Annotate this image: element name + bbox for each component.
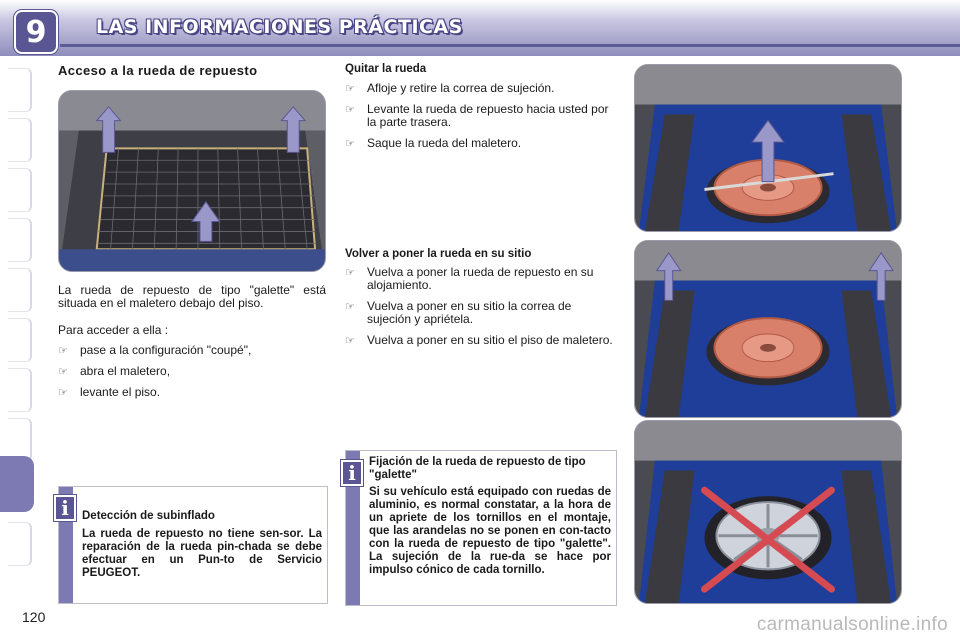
list-item: ☞ Afloje y retire la correa de sujeción. [345, 81, 555, 95]
refit-title: Volver a poner la rueda en su sitio [345, 248, 532, 260]
access-paragraph: La rueda de repuesto de tipo "galette" está situada en el maletero debajo del piso. [58, 283, 326, 310]
list-item: ☞ pase a la configuración "coupé", [58, 343, 252, 357]
list-item: ☞ Saque la rueda del maletero. [345, 136, 522, 150]
access-intro: Para acceder a ella : [58, 323, 169, 337]
page-title: LAS INFORMACIONES PRÁCTICAS [96, 16, 463, 38]
info-icon: i [54, 495, 76, 521]
hand-pointer-icon: ☞ [345, 137, 355, 150]
chapter-badge: 9 [14, 10, 58, 54]
hand-pointer-icon: ☞ [345, 82, 355, 95]
hand-pointer-icon: ☞ [58, 365, 68, 378]
chapter-tab[interactable] [8, 368, 32, 412]
list-item: ☞ Vuelva a poner la rueda de repuesto en su alojamiento. [345, 265, 594, 292]
hand-pointer-icon: ☞ [58, 386, 68, 399]
alloy-wheel-not-allowed-photo [634, 420, 902, 604]
access-steps [58, 344, 326, 407]
watermark: carmanualsonline.info [756, 614, 948, 635]
chapter-tab[interactable] [8, 118, 32, 162]
list-item: ☞ Vuelva a poner en su sitio la correa de sujeción y apriétela. [345, 299, 572, 326]
list-item: ☞ Levante la rueda de repuesto hacia usted por la parte trasera. [345, 102, 609, 129]
spare-wheel-lift-photo [634, 64, 902, 232]
chapter-tab[interactable] [8, 522, 32, 566]
remove-steps [345, 82, 617, 158]
refit-steps [345, 266, 617, 355]
info-fixing-text: Si su vehículo está equipado con ruedas de aluminio, es normal constatar, a la hora de un apriete de los tornillos en el montaje, que las arandelas no se ponen en con-tacto con la rueda de repuesto de tipo "galette". La sujeción de la rue-da se hace por impulso cónico de cada tornillo. [369, 486, 611, 576]
list-item: ☞ Vuelva a poner en su sitio el piso de maletero. [345, 333, 613, 347]
list-item: ☞ abra el maletero, [58, 364, 171, 378]
info-fixing-title: Fijación de la rueda de repuesto de tipo "galette" [369, 456, 586, 481]
info-deflation-title: Detección de subinflado [82, 510, 215, 522]
chapter-tab[interactable] [8, 268, 32, 312]
trunk-net-photo [58, 90, 326, 272]
chapter-tab-active[interactable] [0, 456, 34, 512]
chapter-tab[interactable] [8, 168, 32, 212]
info-deflation-text: La rueda de repuesto no tiene sen-sor. La reparación de la rueda pin-chada se debe efectuar en un Pun-to de Servicio PEUGEOT. [82, 528, 322, 579]
hand-pointer-icon: ☞ [58, 344, 68, 357]
hand-pointer-icon: ☞ [345, 103, 355, 116]
hand-pointer-icon: ☞ [345, 266, 355, 279]
header-rule [60, 44, 960, 47]
info-icon: i [341, 460, 363, 486]
hand-pointer-icon: ☞ [345, 300, 355, 313]
page-header [0, 0, 960, 56]
remove-title: Quitar la rueda [345, 63, 427, 75]
access-title: Acceso a la rueda de repuesto [58, 63, 258, 78]
spare-wheel-refit-photo [634, 240, 902, 418]
chapter-tab[interactable] [8, 218, 32, 262]
chapter-tabs [0, 62, 34, 582]
list-item: ☞ levante el piso. [58, 385, 161, 399]
chapter-tab[interactable] [8, 68, 32, 112]
chapter-tab[interactable] [8, 318, 32, 362]
page-number: 120 [22, 609, 46, 625]
hand-pointer-icon: ☞ [345, 334, 355, 347]
